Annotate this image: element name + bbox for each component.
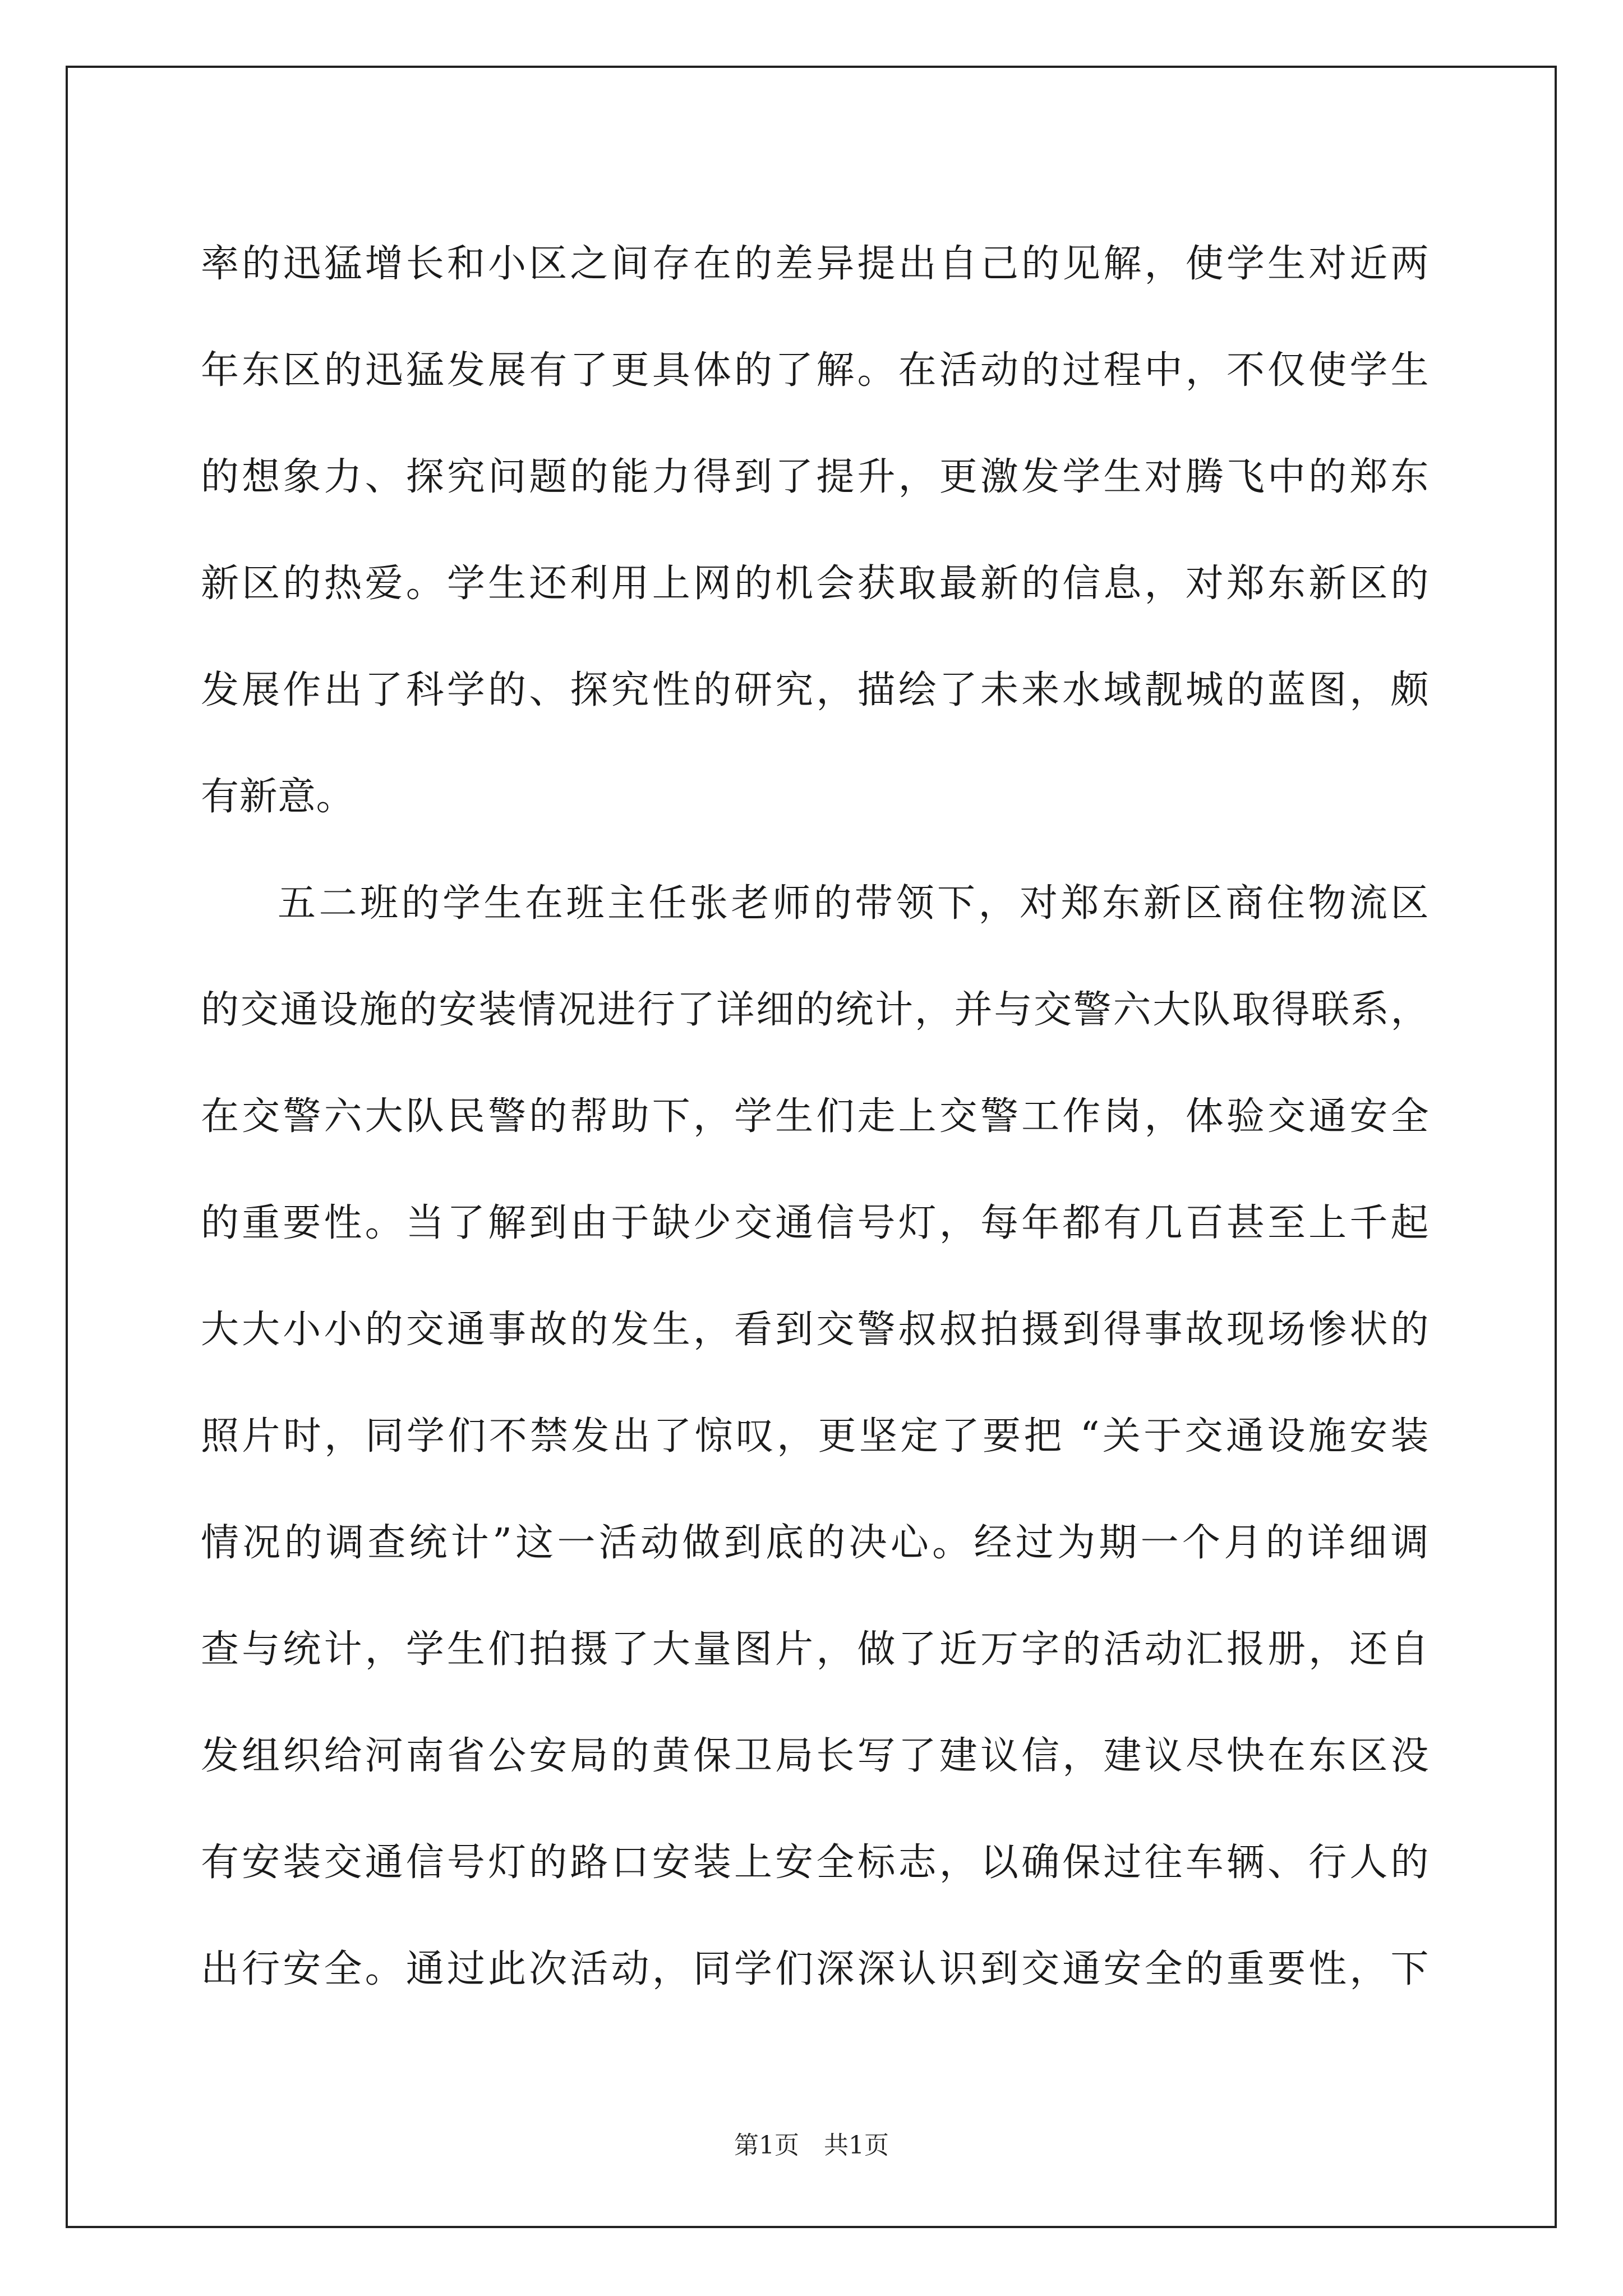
text-line: 查与统计，学生们拍摄了大量图片，做了近万字的活动汇报册，还自 <box>201 1627 1429 1672</box>
document-body <box>201 211 1429 2023</box>
text-line: 大大小小的交通事故的发生，看到交警叔叔拍摄到得事故现场惨状的 <box>201 1308 1429 1352</box>
text-line: 年东区的迅猛发展有了更具体的了解。在活动的过程中，不仅使学生 <box>201 348 1429 393</box>
text-line: 发组织给河南省公安局的黄保卫局长写了建议信，建议尽快在东区没 <box>201 1734 1429 1778</box>
page-number-footer: 第1页 共1页 <box>734 2131 889 2160</box>
text-line: 出行安全。通过此次活动，同学们深深认识到交通安全的重要性，下 <box>201 1947 1429 1991</box>
text-line: 新区的热爱。学生还利用上网的机会获取最新的信息，对郑东新区的 <box>201 562 1429 606</box>
text-line: 率的迅猛增长和小区之间存在的差异提出自己的见解，使学生对近两 <box>201 242 1429 286</box>
text-line: 有安装交通信号灯的路口安装上安全标志，以确保过往车辆、行人的 <box>201 1841 1429 1885</box>
text-line: 照片时，同学们不禁发出了惊叹，更坚定了要把 “关于交通设施安装 <box>201 1414 1429 1458</box>
text-line: 在交警六大队民警的帮助下，学生们走上交警工作岗，体验交通安全 <box>201 1094 1429 1139</box>
text-line: 的重要性。当了解到由于缺少交通信号灯，每年都有几百甚至上千起 <box>201 1201 1429 1245</box>
text-line: 有新意。 <box>201 775 355 819</box>
text-line: 发展作出了科学的、探究性的研究，描绘了未来水域靓城的蓝图，颇 <box>201 668 1429 712</box>
text-line: 情况的调查统计”这一活动做到底的决心。经过为期一个月的详细调 <box>201 1521 1429 1565</box>
text-line: 的想象力、探究问题的能力得到了提升，更激发学生对腾飞中的郑东 <box>201 455 1429 499</box>
text-line: 的交通设施的安装情况进行了详细的统计，并与交警六大队取得联系， <box>201 988 1429 1032</box>
paragraph-first-line: 五二班的学生在班主任张老师的带领下，对郑东新区商住物流区 <box>278 881 1429 926</box>
